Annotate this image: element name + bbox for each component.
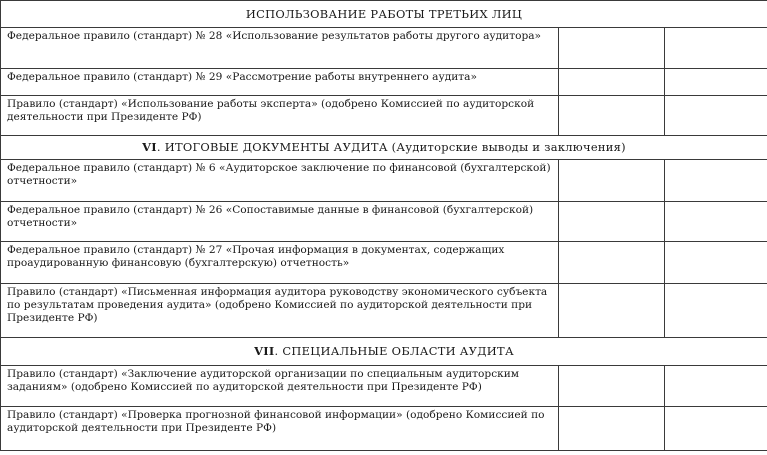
section-title	[1, 338, 767, 366]
blank-cell	[665, 284, 767, 338]
table-row	[1, 407, 767, 451]
table-row	[1, 28, 767, 69]
table-row	[1, 202, 767, 242]
section-title-text: . СПЕЦИАЛЬНЫЕ ОБЛАСТИ АУДИТА	[274, 344, 514, 358]
section-title-text: ИСПОЛЬЗОВАНИЕ РАБОТЫ ТРЕТЬИХ ЛИЦ	[245, 6, 523, 21]
standard-text: Федеральное правило (стандарт) № 28 «Использование результатов работы другого аудитора»	[1, 28, 559, 69]
standard-text: Федеральное правило (стандарт) № 6 «Аудиторское заключение по финансовой (бухгалтерской) отчетности»	[1, 160, 559, 202]
blank-cell	[665, 202, 767, 242]
table-row	[1, 96, 767, 136]
standard-text: Федеральное правило (стандарт) № 29 «Рассмотрение работы внутреннего аудита»	[1, 69, 559, 96]
blank-cell	[665, 96, 767, 136]
section-title	[1, 136, 767, 160]
blank-cell	[559, 284, 665, 338]
standard-text: Федеральное правило (стандарт) № 27 «Прочая информация в документах, содержащих проаудированную финансовую (бухгалтерскую) отчетность»	[1, 242, 559, 284]
table-row	[1, 69, 767, 96]
blank-cell	[665, 69, 767, 96]
section-number: VII	[254, 344, 275, 358]
blank-cell	[559, 202, 665, 242]
standard-text: Федеральное правило (стандарт) № 26 «Сопоставимые данные в финансовой (бухгалтерской) отчетности»	[1, 202, 559, 242]
section-title-text: . ИТОГОВЫЕ ДОКУМЕНТЫ АУДИТА (Аудиторские выводы и заключения)	[156, 140, 626, 154]
standard-text: Правило (стандарт) «Письменная информация аудитора руководству экономического субъекта по результатам проведения аудита» (одобрено Комиссией по аудиторской деятельности при Президенте РФ)	[1, 284, 559, 338]
blank-cell	[559, 69, 665, 96]
section-number: VI	[142, 140, 157, 154]
standard-text: Правило (стандарт) «Проверка прогнозной финансовой информации» (одобрено Комиссией по аудиторской деятельности при Президенте РФ)	[1, 407, 559, 451]
section-header-special	[1, 338, 767, 366]
table-row	[1, 284, 767, 338]
blank-cell	[559, 407, 665, 451]
standard-text: Правило (стандарт) «Заключение аудиторской организации по специальным аудиторским заданиям» (одобрено Комиссией по аудиторской деятельности при Президенте РФ)	[1, 366, 559, 407]
blank-cell	[559, 160, 665, 202]
standard-text: Правило (стандарт) «Использование работы эксперта» (одобрено Комиссией по аудиторской деятельности при Президенте РФ)	[1, 96, 559, 136]
section-title	[1, 1, 767, 28]
blank-cell	[665, 407, 767, 451]
blank-cell	[559, 242, 665, 284]
blank-cell	[559, 96, 665, 136]
blank-cell	[559, 366, 665, 407]
section-header-third-party	[1, 1, 767, 28]
blank-cell	[559, 28, 665, 69]
blank-cell	[665, 160, 767, 202]
table-row	[1, 366, 767, 407]
section-header-final-docs	[1, 136, 767, 160]
blank-cell	[665, 366, 767, 407]
blank-cell	[665, 28, 767, 69]
table-row	[1, 160, 767, 202]
blank-cell	[665, 242, 767, 284]
table-row	[1, 242, 767, 284]
